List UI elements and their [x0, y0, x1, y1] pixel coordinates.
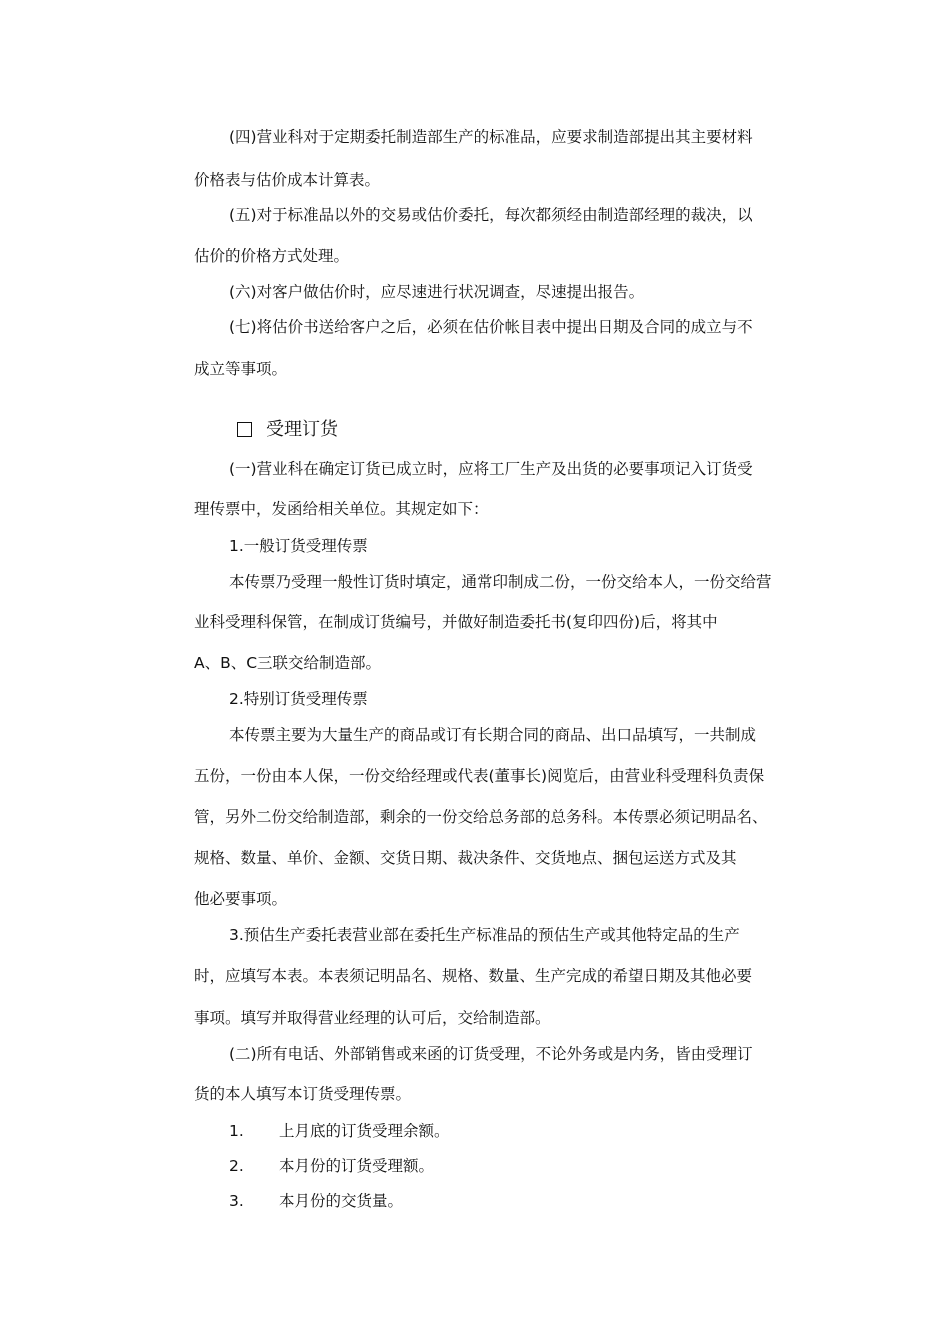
item-1-line-3: A、B、C三联交给制造部。: [194, 654, 382, 672]
item-2-title: 2.特别订货受理传票: [229, 690, 368, 708]
order-paragraph-1-line-2: 理传票中，发函给相关单位。其规定如下：: [194, 500, 489, 518]
item-2-line-1: 本传票主要为大量生产的商品或订有长期合同的商品、出口品填写，一共制成: [229, 726, 757, 744]
paragraph-5-line-1: (五)对于标准品以外的交易或估价委托，每次都须经由制造部经理的裁决，以: [229, 206, 753, 224]
paragraph-4-line-1: (四)营业科对于定期委托制造部生产的标准品，应要求制造部提出其主要材料: [229, 128, 753, 146]
paragraph-4-line-2: 价格表与估价成本计算表。: [194, 171, 381, 189]
list-item-number: 3.: [229, 1192, 244, 1210]
item-1-title: 1.一般订货受理传票: [229, 537, 368, 555]
item-2-line-3: 管，另外二份交给制造部，剩余的一份交给总务部的总务科。本传票必须记明品名、: [194, 808, 768, 826]
paragraph-5-line-2: 估价的价格方式处理。: [194, 247, 350, 265]
paragraph-6-line-1: (六)对客户做估价时，应尽速进行状况调查，尽速提出报告。: [229, 283, 645, 301]
list-item-text: 上月底的订货受理余额。: [279, 1122, 450, 1140]
list-item: [229, 1121, 450, 1141]
item-3-line-3: 事项。填写并取得营业经理的认可后，交给制造部。: [194, 1009, 551, 1027]
list-item-text: 本月份的交货量。: [279, 1192, 404, 1210]
item-2-line-2: 五份，一份由本人保，一份交给经理或代表(董事长)阅览后，由营业科受理科负责保: [194, 767, 765, 785]
item-1-line-1: 本传票乃受理一般性订货时填定，通常印制成二份，一份交给本人，一份交给营: [229, 573, 772, 591]
list-item-number: 1.: [229, 1122, 244, 1140]
section-heading: [237, 419, 338, 441]
section-title: 受理订货: [266, 419, 338, 440]
item-1-line-2: 业科受理科保管，在制成订货编号，并做好制造委托书(复印四份)后，将其中: [194, 613, 718, 631]
order-paragraph-1-line-1: (一)营业科在确定订货已成立时，应将工厂生产及出货的必要事项记入订货受: [229, 460, 753, 478]
list-item-text: 本月份的订货受理额。: [279, 1157, 435, 1175]
order-paragraph-2-line-1: (二)所有电话、外部销售或来函的订货受理，不论外务或是内务，皆由受理订: [229, 1045, 753, 1063]
item-2-line-5: 他必要事项。: [194, 890, 288, 908]
item-3-line-1: 3.预估生产委托表营业部在委托生产标准品的预估生产或其他特定品的生产: [229, 926, 740, 944]
list-item-number: 2.: [229, 1157, 244, 1175]
paragraph-7-line-2: 成立等事项。: [194, 360, 288, 378]
item-3-line-2: 时，应填写本表。本表须记明品名、规格、数量、生产完成的希望日期及其他必要: [194, 967, 753, 985]
paragraph-7-line-1: (七)将估价书送给客户之后，必须在估价帐目表中提出日期及合同的成立与不: [229, 318, 753, 336]
item-2-line-4: 规格、数量、单价、金额、交货日期、裁决条件、交货地点、捆包运送方式及其: [194, 849, 737, 867]
order-paragraph-2-line-2: 货的本人填写本订货受理传票。: [194, 1085, 412, 1103]
list-item: [229, 1191, 403, 1211]
checkbox-square-icon: [237, 422, 252, 437]
list-item: [229, 1156, 434, 1176]
